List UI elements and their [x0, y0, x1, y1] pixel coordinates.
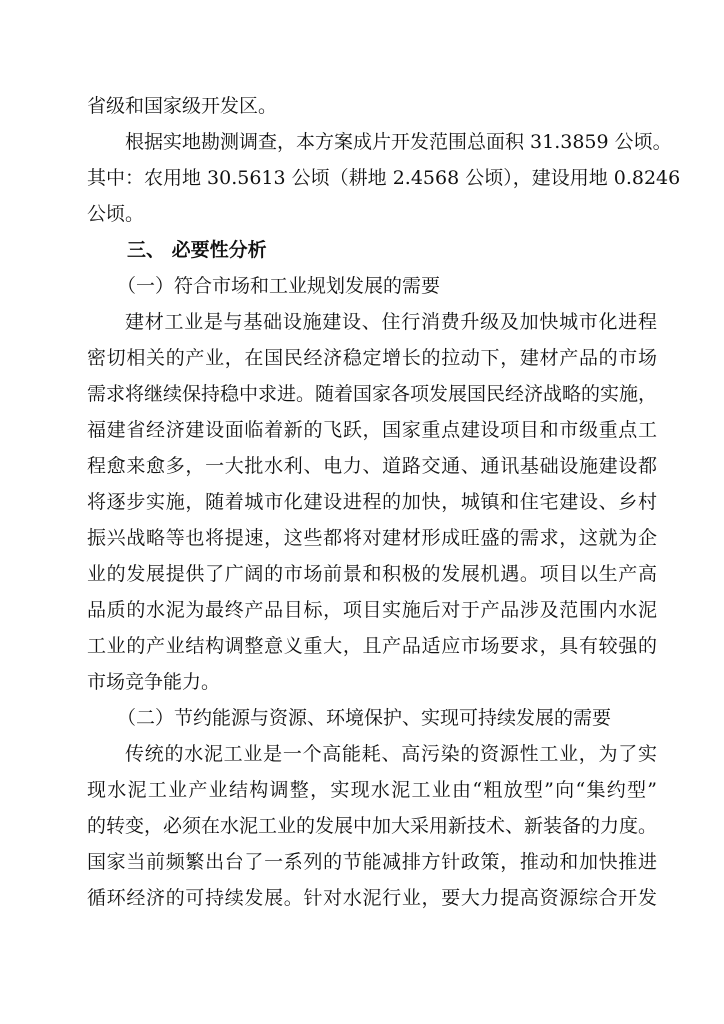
text-line: 根据实地勘测调查，本方案成片开发范围总面积 31.3859 公顷。	[125, 131, 672, 153]
section-heading: 三、 必要性分析	[127, 239, 267, 261]
text-line: 将逐步实施，随着城市化建设进程的加快，城镇和住宅建设、乡村	[87, 491, 657, 513]
text-line: 市场竞争能力。	[87, 671, 221, 693]
text-line: 传统的水泥工业是一个高能耗、高污染的资源性工业，为了实	[125, 743, 657, 765]
text-line: 振兴战略等也将提速，这些都将对建材形成旺盛的需求，这就为企	[87, 527, 657, 549]
text-line: 省级和国家级开发区。	[87, 95, 278, 117]
text-line: 现水泥工业产业结构调整，实现水泥工业由“粗放型”向“集约型”	[87, 779, 657, 801]
text-line: 业的发展提供了广阔的市场前景和积极的发展机遇。项目以生产高	[87, 563, 657, 585]
text-line: 需求将继续保持稳中求进。随着国家各项发展国民经济战略的实施，	[87, 383, 658, 405]
text-line: 福建省经济建设面临着新的飞跃，国家重点建设项目和市级重点工	[87, 419, 657, 441]
text-line: 其中：农用地 30.5613 公顷（耕地 2.4568 公顷），建设用地 0.8246	[87, 167, 681, 189]
subsection-heading: （二）节约能源与资源、环境保护、实现可持续发展的需要	[117, 707, 612, 729]
text-line: 循环经济的可持续发展。针对水泥行业，要大力提高资源综合开发	[87, 887, 657, 909]
text-line: 密切相关的产业，在国民经济稳定增长的拉动下，建材产品的市场	[87, 347, 657, 369]
text-line: 工业的产业结构调整意义重大，且产品适应市场要求，具有较强的	[87, 635, 657, 657]
document-page	[87, 88, 681, 916]
text-line: 国家当前频繁出台了一系列的节能减排方针政策，推动和加快推进	[87, 851, 657, 873]
subsection-heading: （一）符合市场和工业规划发展的需要	[117, 275, 441, 297]
text-line: 公顷。	[87, 203, 145, 225]
text-line: 品质的水泥为最终产品目标，项目实施后对于产品涉及范围内水泥	[87, 599, 657, 621]
text-line: 的转变，必须在水泥工业的发展中加大采用新技术、新装备的力度。	[87, 815, 658, 837]
text-line: 程愈来愈多，一大批水利、电力、道路交通、通讯基础设施建设都	[87, 455, 657, 477]
text-line: 建材工业是与基础设施建设、住行消费升级及加快城市化进程	[125, 311, 657, 333]
